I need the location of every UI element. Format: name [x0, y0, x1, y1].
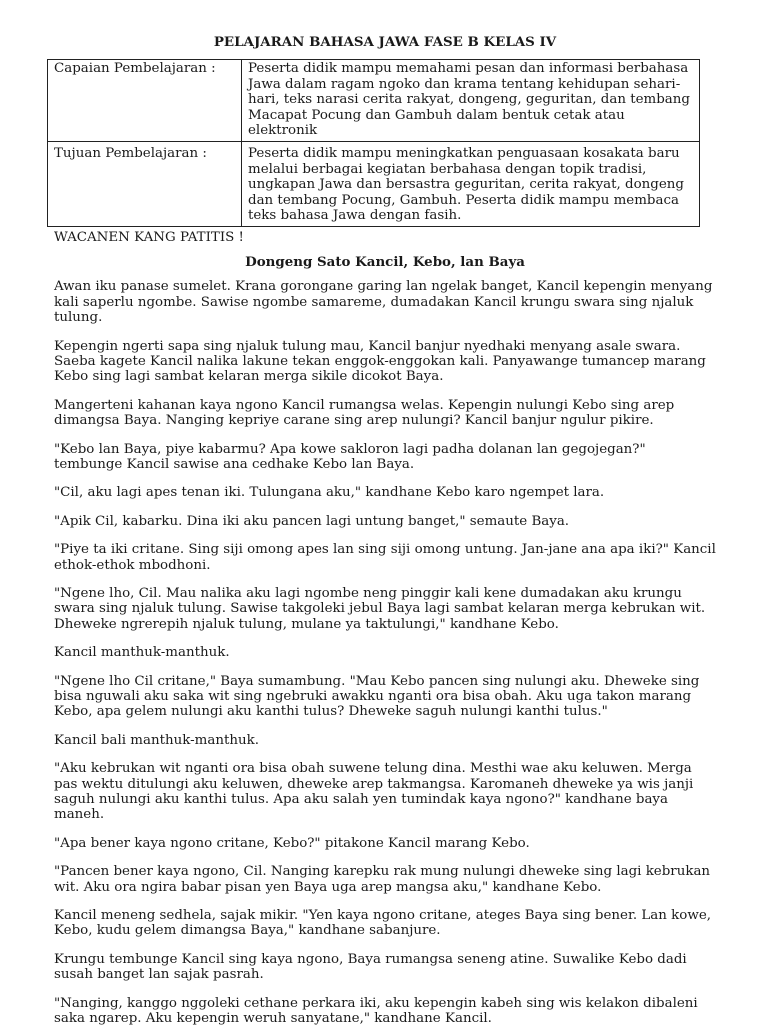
story-paragraph: Kepengin ngerti sapa sing njaluk tulung mau, Kancil banjur nyedhaki menyang asale swara. Saeba kagete Kancil nalika lakune tekan enggok-enggokan kali. Panyawange tumancep marang Kebo sing lagi sambat kelaran merga sikile dicokot Baya. — [54, 338, 706, 385]
table-content-cell: Peserta didik mampu memahami pesan dan informasi berbahasa Jawa dalam ragam ngoko dan krama tentang kehidupan sehari-hari, teks narasi cerita rakyat, dongeng, geguritan, dan tembang Macapat Pocung dan Gambuh dalam bentuk cetak atau elektronik — [242, 60, 700, 142]
story-paragraph: Krungu tembunge Kancil sing kaya ngono, Baya rumangsa seneng atine. Suwalike Kebo dadi susah banget lan sajak pasrah. — [54, 951, 687, 983]
table-content-cell: Peserta didik mampu meningkatkan penguasaan kosakata baru melalui berbagai kegiatan berbahasa dengan topik tradisi, ungkapan Jawa dan bersastra geguritan, cerita rakyat, dongeng dan tembang Pocung, Gambuh. Peserta didik mampu membaca teks bahasa Jawa dengan fasih. — [242, 142, 700, 227]
story-paragraph: "Ngene lho, Cil. Mau nalika aku lagi ngombe neng pinggir kali kene dumadakan aku krungu swara sing njaluk tulung. Sawise takgoleki jebul Baya lagi sambat kelaran merga kebrukan wit. Dheweke ngrerepih njaluk tulung, mulane ya taktulungi," kandhane Kebo. — [54, 585, 706, 632]
story-paragraph: Awan iku panase sumelet. Krana gorongane garing lan ngelak banget, Kancil kepengin menyang kali saperlu ngombe. Sawise ngombe samareme, dumadakan Kancil krungu swara sing njaluk tulung. — [54, 279, 713, 326]
reading-instruction: WACANEN KANG PATITIS ! — [54, 230, 244, 246]
story-paragraph: Kancil manthuk-manthuk. — [54, 645, 230, 661]
learning-objectives-table — [47, 59, 700, 227]
story-paragraph: "Apa bener kaya ngono critane, Kebo?" pitakone Kancil marang Kebo. — [54, 835, 530, 851]
table-row — [48, 60, 700, 142]
story-paragraph: "Pancen bener kaya ngono, Cil. Nanging karepku rak mung nulungi dheweke sing lagi kebrukan wit. Aku ora ngira babar pisan yen Baya uga arep mangsa aku," kandhane Kebo. — [54, 864, 711, 895]
story-paragraph: "Kebo lan Baya, piye kabarmu? Apa kowe sakloron lagi padha dolanan lan gegojegan?" tembunge Kancil sawise ana cedhake Kebo lan Baya. — [54, 441, 646, 472]
story-paragraph: "Cil, aku lagi apes tenan iki. Tulungana aku," kandhane Kebo karo ngempet lara. — [54, 485, 605, 501]
story-title: Dongeng Sato Kancil, Kebo, lan Baya — [245, 253, 525, 270]
story-body — [54, 279, 716, 1026]
story-paragraph: "Nanging, kanggo nggoleki cethane perkara iki, aku kepengin kabeh sing wis kelakon dibaleni saka ngarep. Aku kepengin weruh sanyatane," kandhane Kancil. — [54, 995, 698, 1027]
table-label-cell: Tujuan Pembelajaran : — [48, 142, 242, 227]
story-paragraph: "Apik Cil, kabarku. Dina iki aku pancen lagi untung banget," semaute Baya. — [54, 513, 570, 529]
table-label-cell: Capaian Pembelajaran : — [48, 60, 242, 142]
story-paragraph: Kancil meneng sedhela, sajak mikir. "Yen kaya ngono critane, ateges Baya sing bener. Lan kowe, Kebo, kudu gelem dimangsa Baya," kandhane sabanjure. — [54, 908, 711, 939]
story-paragraph: "Piye ta iki critane. Sing siji omong apes lan sing siji omong untung. Jan-jane ana apa iki?" Kancil ethok-ethok mbodhoni. — [54, 542, 716, 573]
document-title: PELAJARAN BAHASA JAWA FASE B KELAS IV — [213, 34, 557, 50]
story-paragraph: "Ngene lho Cil critane," Baya sumambung. "Mau Kebo pancen sing nulungi aku. Dheweke sing bisa nguwali aku saka wit sing ngebruki awakku nganti ora bisa obah. Aku uga takon marang Kebo, apa gelem nulungi aku kanthi tulus? Dheweke saguh nulungi kanthi tulus." — [54, 673, 700, 720]
story-paragraph: "Aku kebrukan wit nganti ora bisa obah suwene telung dina. Mesthi wae aku keluwen. Merga pas wektu ditulungi aku keluwen, dheweke arep takmangsa. Karomaneh dheweke ya wis janji saguh nulungi aku kanthi tulus. Apa aku salah yen tumindak kaya ngono?" kandhane baya maneh. — [54, 761, 694, 823]
table-row — [48, 142, 700, 227]
story-paragraph: Kancil bali manthuk-manthuk. — [54, 732, 259, 748]
story-paragraph: Mangerteni kahanan kaya ngono Kancil rumangsa welas. Kepengin nulungi Kebo sing arep dimangsa Baya. Nanging kepriye carane sing arep nulungi? Kancil banjur ngulur pikire. — [54, 397, 675, 429]
